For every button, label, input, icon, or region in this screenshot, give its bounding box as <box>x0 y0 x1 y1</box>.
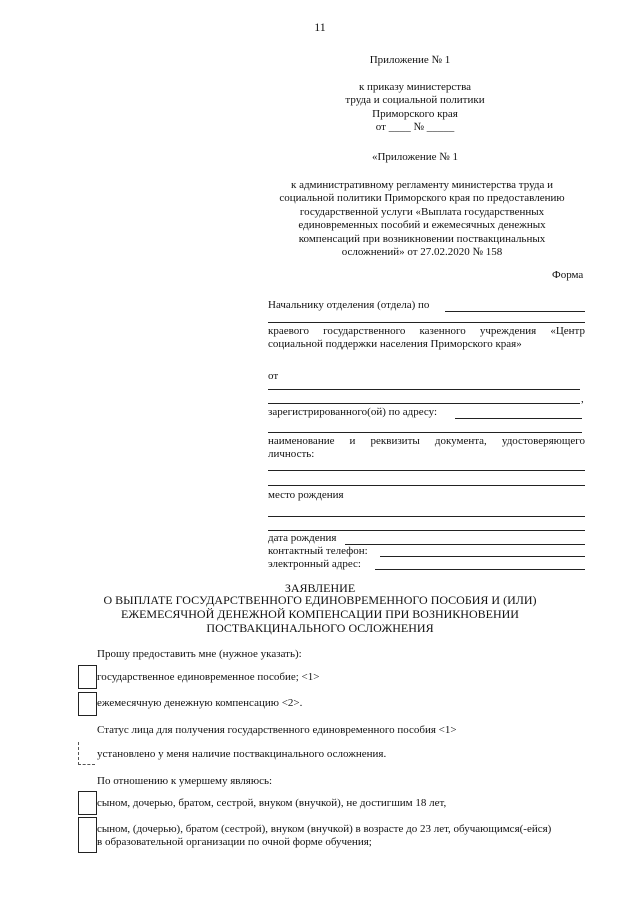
option2-label: ежемесячную денежную компенсацию <2>. <box>97 697 303 709</box>
birthdate-blank-line[interactable] <box>345 544 585 545</box>
annex2-title: «Приложение № 1 <box>371 151 459 163</box>
regulation-line: к административному регламенту министерства труда и <box>290 179 554 191</box>
status-checkbox[interactable] <box>78 742 95 765</box>
identity-doc-label-line: личность: <box>268 448 315 461</box>
statement-title: ЗАЯВЛЕНИЕ <box>284 581 356 595</box>
address-blank-line[interactable] <box>455 418 582 419</box>
regulation-reference <box>262 179 582 259</box>
relation-option2-label <box>97 823 551 850</box>
regulation-line: социальной политики Приморского края по предоставлению <box>279 192 565 205</box>
identity-doc-blank-line[interactable] <box>268 470 585 471</box>
regulation-line: осложнений» от 27.02.2020 № 158 <box>341 246 503 259</box>
order-reference <box>330 81 500 135</box>
statement-subtitle-line: ЕЖЕМЕСЯЧНОЙ ДЕНЕЖНОЙ КОМПЕНСАЦИИ ПРИ ВОЗНИКНОВЕНИИ <box>121 606 519 621</box>
statement-subtitle <box>60 594 580 635</box>
order-line: труда и социальной политики <box>345 94 485 107</box>
comma: , <box>581 393 584 405</box>
relation-option2-checkbox[interactable] <box>78 817 97 853</box>
regulation-line: компенсаций при возникновении поствакцинальных <box>298 232 546 245</box>
department-blank-line[interactable] <box>445 311 585 312</box>
email-label: электронный адрес: <box>268 558 361 570</box>
annex-title: Приложение № 1 <box>369 54 451 66</box>
institution-name: краевого государственного казенного учреждения «Центр социальной поддержки населения Приморского края» <box>268 325 585 351</box>
option1-checkbox[interactable] <box>78 665 97 689</box>
statement-subtitle-line: ПОСТВАКЦИНАЛЬНОГО ОСЛОЖНЕНИЯ <box>206 620 434 635</box>
order-line: Приморского края <box>372 107 458 120</box>
from-blank-line[interactable] <box>268 389 580 390</box>
from-blank-line-2[interactable] <box>268 403 580 404</box>
birthdate-label: дата рождения <box>268 532 337 544</box>
order-line: к приказу министерства <box>358 81 472 93</box>
regulation-line: единовременных пособий и ежемесячных денежных <box>298 219 546 232</box>
request-text: Прошу предоставить мне (нужное указать): <box>97 648 302 660</box>
email-blank-line[interactable] <box>375 569 585 570</box>
status-text: Статус лица для получения государственного единовременного пособия <1> <box>97 724 457 736</box>
relation-option2-line: сыном, (дочерью), братом (сестрой), внуком (внучкой) в возрасте до 23 лет, обучающимся(-ейся) <box>97 823 552 835</box>
regulation-line: государственной услуги «Выплата государственных <box>299 205 545 218</box>
relation-option1-label: сыном, дочерью, братом, сестрой, внуком (внучкой), не достигшим 18 лет, <box>97 797 447 809</box>
registered-address-label: зарегистрированного(ой) по адресу: <box>268 406 438 418</box>
relation-text: По отношению к умершему являюсь: <box>97 775 273 787</box>
identity-doc-blank-line-2[interactable] <box>268 485 585 486</box>
status-option-label: установлено у меня наличие поствакцинального осложнения. <box>97 748 387 760</box>
option2-checkbox[interactable] <box>78 692 97 716</box>
phone-blank-line[interactable] <box>380 556 585 557</box>
birthplace-blank-line-2[interactable] <box>268 530 585 531</box>
statement-subtitle-line: О ВЫПЛАТЕ ГОСУДАРСТВЕННОГО ЕДИНОВРЕМЕННОГО ПОСОБИЯ И (ИЛИ) <box>103 593 537 607</box>
relation-option2-line: в образовательной организации по очной форме обучения; <box>97 836 372 849</box>
form-label: Форма <box>552 269 584 281</box>
birthplace-blank-line[interactable] <box>268 516 585 517</box>
identity-doc-label <box>268 435 585 462</box>
relation-option1-checkbox[interactable] <box>78 791 97 815</box>
birthplace-label: место рождения <box>268 489 344 501</box>
address-blank-line-2[interactable] <box>268 432 582 433</box>
page-number: 11 <box>314 20 326 34</box>
department-blank-line-2[interactable] <box>268 322 585 323</box>
addressee-head-label: Начальнику отделения (отдела) по <box>268 299 430 311</box>
identity-doc-label-line: наименование и реквизиты документа, удостоверяющего <box>268 435 585 447</box>
from-label: от <box>268 370 279 382</box>
phone-label: контактный телефон: <box>268 545 368 557</box>
option1-label: государственное единовременное пособие; <1> <box>97 671 320 683</box>
order-line: от ____ № _____ <box>375 121 455 134</box>
